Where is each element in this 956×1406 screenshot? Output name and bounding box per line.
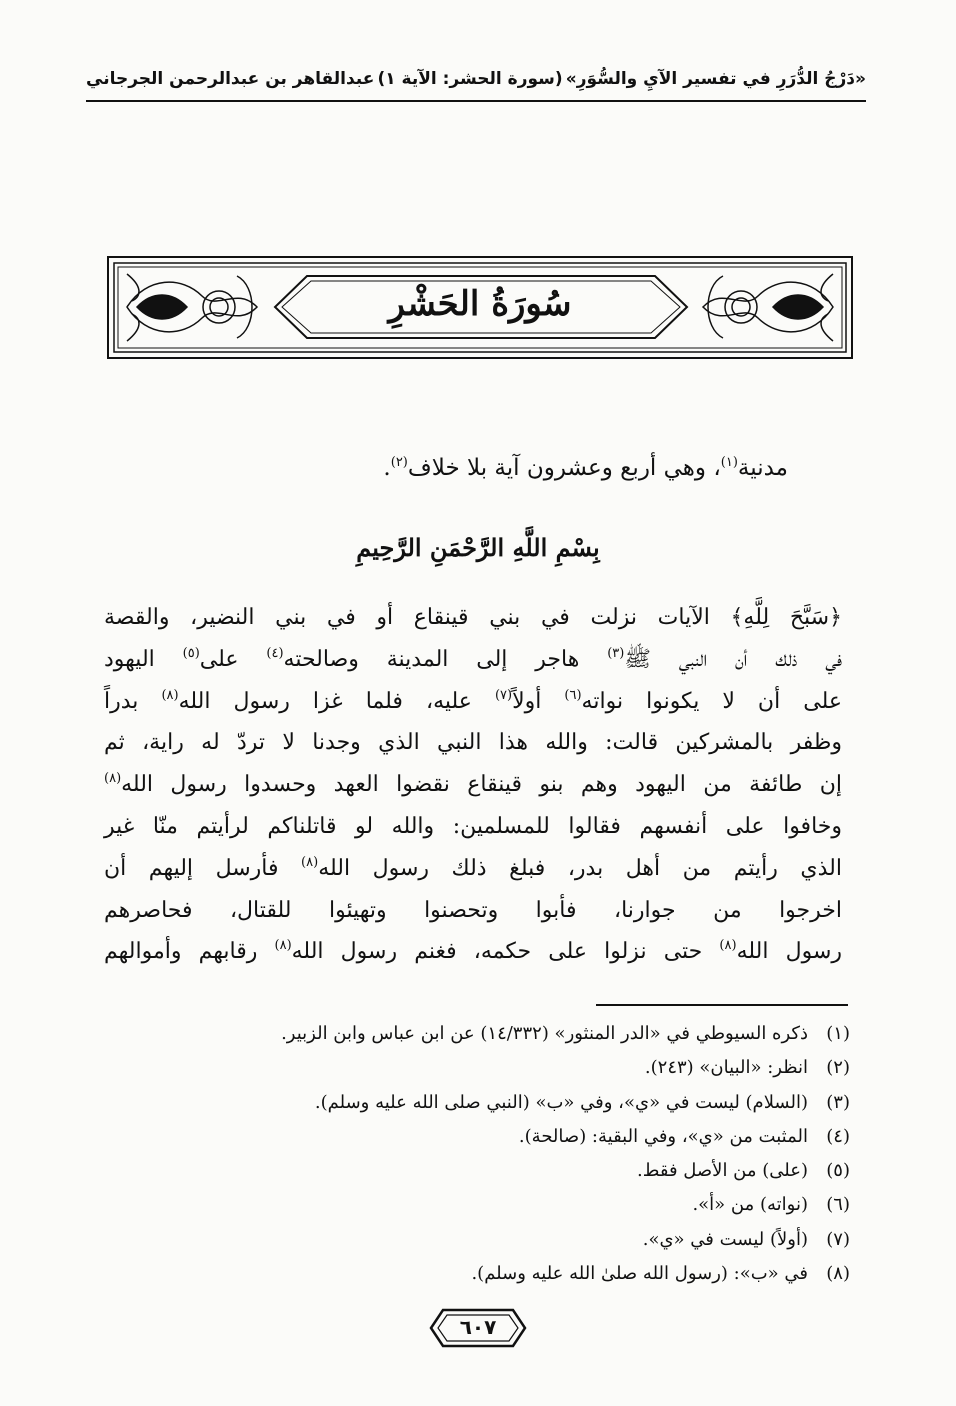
running-header xyxy=(86,62,866,96)
footnote-number: (٣) xyxy=(826,1091,850,1113)
footnote xyxy=(130,1257,850,1291)
body-text: رقابهم وأموالهم xyxy=(104,939,275,965)
body-line xyxy=(104,931,842,973)
header-rule xyxy=(86,100,866,102)
footnote-text: (نواته) من «أ». xyxy=(692,1194,808,1216)
footnote-ref[interactable]: (٨) xyxy=(104,771,122,787)
footnote-number: (١) xyxy=(826,1023,850,1044)
body-line xyxy=(104,890,842,932)
footnote-text: (على) من الأصل فقط. xyxy=(637,1160,808,1182)
body-line xyxy=(104,681,842,723)
footnote-text: (السلام) ليست في «ي»، وفي «ب» (النبي صلى الله عليه وسلم). xyxy=(314,1091,808,1113)
body-text: ﴿سَبَّحَ لِلَّهِ﴾ الآيات نزلت في بني قينقاع أو في بني النضير، والقصة xyxy=(104,605,842,630)
footnote-ref[interactable]: (٨) xyxy=(274,938,292,954)
footnote xyxy=(130,1188,850,1222)
tafsir-body xyxy=(104,597,842,973)
footnote xyxy=(130,1017,850,1051)
footnote xyxy=(130,1154,850,1188)
intro-text: مدنية xyxy=(737,455,788,481)
footnote-ref[interactable]: (٨) xyxy=(719,938,737,954)
header-section: (سورة الحشر: الآية ١) xyxy=(377,69,563,89)
body-text: بدراً xyxy=(104,688,162,714)
body-line xyxy=(104,764,842,806)
footnote-text: في «ب»: (رسول الله صلىٰ الله عليه وسلم). xyxy=(471,1263,808,1285)
body-line xyxy=(104,639,842,681)
body-text: هاجر إلى المدينة وصالحته xyxy=(283,646,608,672)
body-text: وخافوا على أنفسهم فقالوا للمسلمين: والله لو قاتلناكم لرأيتم منّا غير xyxy=(104,813,842,839)
body-text: حتى نزلوا على حكمه، فغنم رسول الله xyxy=(291,939,720,965)
body-line xyxy=(104,806,842,848)
footnote-ref[interactable]: (١) xyxy=(720,455,738,470)
footnote xyxy=(130,1086,850,1120)
body-text: فأرسل إليهم أن xyxy=(104,855,302,881)
footnote-text: المثبت من «ي»، وفي البقية: (صالحة). xyxy=(518,1125,808,1147)
body-text: رسول الله xyxy=(736,939,842,965)
surah-title: سُورَةُ الحَشْرِ xyxy=(388,284,572,324)
header-book-title: «دَرْجُ الدُّرَرِ في تفسير الآيِ والسُّوَرِ» xyxy=(565,69,866,89)
body-text: أولاً xyxy=(512,688,565,714)
body-text: في ذلك أن النبي ﷺ xyxy=(624,646,843,672)
surah-title-frame xyxy=(107,256,853,359)
footnote-number: (٥) xyxy=(826,1160,850,1182)
body-line xyxy=(104,848,842,890)
body-text: الذي رأيتم من أهل بدر، فبلغ ذلك رسول الله xyxy=(318,855,842,881)
footnote-ref[interactable]: (٨) xyxy=(301,854,319,870)
footnote-ref[interactable]: (٥) xyxy=(182,645,200,661)
intro-text: ، وهي أربع وعشرون آية بلا خلاف xyxy=(407,455,721,481)
footnote xyxy=(130,1120,850,1154)
body-text: وظفر بالمشركين قالت: والله هذا النبي الذي وجدنا لا تردّ له راية، ثم xyxy=(104,730,842,756)
footnote-separator xyxy=(596,1004,848,1006)
footnote xyxy=(130,1223,850,1257)
footnote-ref[interactable]: (٦) xyxy=(564,687,582,703)
intro-text: . xyxy=(383,455,391,481)
page-number: ٦٠٧ xyxy=(459,1315,497,1339)
footnote-ref[interactable]: (٧) xyxy=(494,687,513,703)
footnote-text: ذكره السيوطي في «الدر المنثور» (١٤/٣٣٢) عن ابن عباس وابن الزبير. xyxy=(281,1023,808,1044)
footnote-text: انظر: «البيان» (٢٤٣). xyxy=(644,1057,808,1079)
footnote-number: (٢) xyxy=(826,1057,850,1079)
body-text: اليهود xyxy=(104,646,183,672)
footnotes-list xyxy=(130,1017,850,1291)
footnote-ref[interactable]: (٤) xyxy=(266,645,284,661)
body-line xyxy=(104,597,842,639)
footnote-number: (٤) xyxy=(826,1125,850,1147)
footnote-number: (٧) xyxy=(826,1228,850,1250)
footnote xyxy=(130,1051,850,1085)
surah-intro xyxy=(383,448,788,488)
basmala: بِسْمِ اللَّهِ الرَّحْمَنِ الرَّحِيمِ xyxy=(356,533,600,562)
body-text: على xyxy=(199,646,267,672)
header-author: عبدالقاهر بن عبدالرحمن الجرجاني xyxy=(86,69,375,89)
footnote-ref[interactable]: (٣) xyxy=(607,645,625,661)
footnote-text: (أولاً) ليست في «ي». xyxy=(642,1228,808,1250)
body-text: إن طائفة من اليهود وهم بنو قينقاع نقضوا العهد وحسدوا رسول الله xyxy=(121,772,842,798)
footnote-ref[interactable]: (٢) xyxy=(390,455,408,470)
body-text: عليه، فلما غزا رسول الله xyxy=(178,688,495,714)
body-line xyxy=(104,722,842,764)
page-number-badge xyxy=(429,1306,527,1350)
footnote-number: (٨) xyxy=(826,1263,850,1285)
body-text: على أن لا يكونوا نواته xyxy=(581,688,842,714)
body-text: اخرجوا من جوارنا، فأبوا وتحصنوا وتهيئوا للقتال، فحاصرهم xyxy=(104,897,842,923)
footnote-number: (٦) xyxy=(826,1194,850,1216)
footnote-ref[interactable]: (٨) xyxy=(161,687,179,703)
